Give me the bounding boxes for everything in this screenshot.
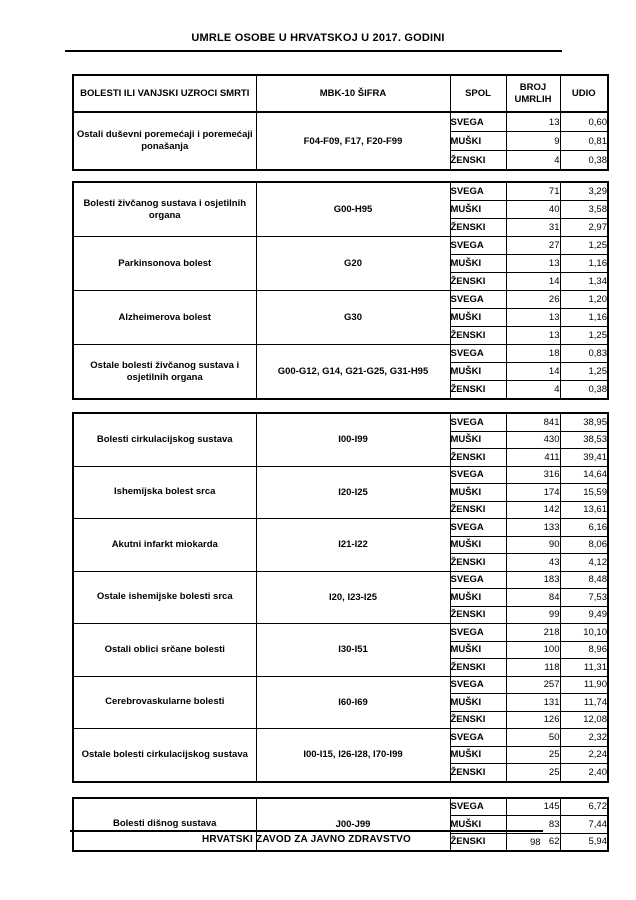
share-cell: 38,95 bbox=[560, 413, 608, 431]
table-row bbox=[73, 519, 608, 537]
share-cell: 10,10 bbox=[560, 624, 608, 642]
sex-label-cell: SVEGA bbox=[450, 676, 506, 694]
share-cell: 7,44 bbox=[560, 816, 608, 834]
share-cell: 15,59 bbox=[560, 484, 608, 502]
deaths-count-cell: 84 bbox=[506, 589, 560, 607]
share-cell: 8,96 bbox=[560, 641, 608, 659]
mkb-code-cell: I20, I23-I25 bbox=[256, 571, 450, 624]
sex-label-cell: SVEGA bbox=[450, 571, 506, 589]
disease-name-cell: Bolesti dišnog sustava bbox=[73, 798, 256, 852]
disease-name-cell: Ostali duševni poremećaji i poremećaji ponašanja bbox=[73, 112, 256, 170]
share-cell: 5,94 bbox=[560, 833, 608, 851]
share-cell: 3,29 bbox=[560, 182, 608, 201]
share-cell: 1,25 bbox=[560, 327, 608, 345]
share-cell: 13,61 bbox=[560, 501, 608, 519]
sex-label-cell: SVEGA bbox=[450, 798, 506, 816]
disease-name-cell: Cerebrovaskularne bolesti bbox=[73, 676, 256, 729]
share-cell: 1,16 bbox=[560, 309, 608, 327]
sex-label-cell: MUŠKI bbox=[450, 694, 506, 712]
mkb-code-cell: I00-I99 bbox=[256, 413, 450, 466]
deaths-count-cell: 83 bbox=[506, 816, 560, 834]
deaths-count-cell: 14 bbox=[506, 273, 560, 291]
deaths-count-cell: 841 bbox=[506, 413, 560, 431]
share-cell: 2,97 bbox=[560, 219, 608, 237]
deaths-count-cell: 118 bbox=[506, 659, 560, 677]
sex-label-cell: SVEGA bbox=[450, 413, 506, 431]
sex-label-cell: ŽENSKI bbox=[450, 273, 506, 291]
sex-label-cell: ŽENSKI bbox=[450, 327, 506, 345]
disease-table-1 bbox=[72, 74, 609, 171]
share-cell: 9,49 bbox=[560, 606, 608, 624]
sex-label-cell: ŽENSKI bbox=[450, 606, 506, 624]
sex-label-cell: MUŠKI bbox=[450, 641, 506, 659]
disease-name-cell: Ostale bolesti cirkulacijskog sustava bbox=[73, 729, 256, 782]
table-row bbox=[73, 676, 608, 694]
share-cell: 0,38 bbox=[560, 381, 608, 400]
table-row bbox=[73, 291, 608, 309]
deaths-count-cell: 13 bbox=[506, 112, 560, 132]
sex-label-cell: SVEGA bbox=[450, 729, 506, 747]
sex-label-cell: ŽENSKI bbox=[450, 554, 506, 572]
sex-label-cell: ŽENSKI bbox=[450, 219, 506, 237]
table-row bbox=[73, 345, 608, 363]
disease-table-3 bbox=[72, 412, 609, 783]
table-row bbox=[73, 466, 608, 484]
deaths-count-cell: 71 bbox=[506, 182, 560, 201]
deaths-count-cell: 257 bbox=[506, 676, 560, 694]
column-header: UDIO bbox=[560, 75, 608, 112]
deaths-count-cell: 316 bbox=[506, 466, 560, 484]
table-row bbox=[73, 237, 608, 255]
deaths-count-cell: 13 bbox=[506, 327, 560, 345]
deaths-count-cell: 13 bbox=[506, 255, 560, 273]
deaths-count-cell: 183 bbox=[506, 571, 560, 589]
share-cell: 6,72 bbox=[560, 798, 608, 816]
deaths-count-cell: 430 bbox=[506, 431, 560, 449]
share-cell: 12,08 bbox=[560, 711, 608, 729]
disease-name-cell: Bolesti cirkulacijskog sustava bbox=[73, 413, 256, 466]
sex-label-cell: ŽENSKI bbox=[450, 151, 506, 171]
deaths-count-cell: 142 bbox=[506, 501, 560, 519]
page-number: 98 bbox=[530, 837, 541, 848]
sex-label-cell: SVEGA bbox=[450, 345, 506, 363]
share-cell: 3,58 bbox=[560, 201, 608, 219]
footer-text: HRVATSKI ZAVOD ZA JAVNO ZDRAVSTVO bbox=[201, 834, 412, 845]
sex-label-cell: MUŠKI bbox=[450, 746, 506, 764]
share-cell: 2,40 bbox=[560, 764, 608, 782]
deaths-count-cell: 25 bbox=[506, 746, 560, 764]
column-header: BROJ UMRLIH bbox=[506, 75, 560, 112]
share-cell: 1,20 bbox=[560, 291, 608, 309]
share-cell: 0,60 bbox=[560, 112, 608, 132]
footer-rule bbox=[70, 830, 543, 832]
sex-label-cell: ŽENSKI bbox=[450, 659, 506, 677]
mkb-code-cell: I00-I15, I26-I28, I70-I99 bbox=[256, 729, 450, 782]
sex-label-cell: MUŠKI bbox=[450, 589, 506, 607]
sex-label-cell: ŽENSKI bbox=[450, 833, 506, 851]
sex-label-cell: ŽENSKI bbox=[450, 711, 506, 729]
share-cell: 2,24 bbox=[560, 746, 608, 764]
table-row bbox=[73, 182, 608, 201]
deaths-count-cell: 31 bbox=[506, 219, 560, 237]
disease-table-2 bbox=[72, 181, 609, 400]
share-cell: 2,32 bbox=[560, 729, 608, 747]
disease-name-cell: Akutni infarkt miokarda bbox=[73, 519, 256, 572]
sex-label-cell: ŽENSKI bbox=[450, 381, 506, 400]
deaths-count-cell: 50 bbox=[506, 729, 560, 747]
sex-label-cell: MUŠKI bbox=[450, 484, 506, 502]
share-cell: 6,16 bbox=[560, 519, 608, 537]
deaths-count-cell: 25 bbox=[506, 764, 560, 782]
column-header: BOLESTI ILI VANJSKI UZROCI SMRTI bbox=[73, 75, 256, 112]
mkb-code-cell: J00-J99 bbox=[256, 798, 450, 852]
deaths-count-cell: 26 bbox=[506, 291, 560, 309]
sex-label-cell: MUŠKI bbox=[450, 816, 506, 834]
share-cell: 4,12 bbox=[560, 554, 608, 572]
disease-name-cell: Parkinsonova bolest bbox=[73, 237, 256, 291]
mkb-code-cell: I60-I69 bbox=[256, 676, 450, 729]
sex-label-cell: MUŠKI bbox=[450, 201, 506, 219]
share-cell: 8,06 bbox=[560, 536, 608, 554]
share-cell: 8,48 bbox=[560, 571, 608, 589]
sex-label-cell: SVEGA bbox=[450, 519, 506, 537]
deaths-count-cell: 62 bbox=[506, 833, 560, 851]
deaths-count-cell: 13 bbox=[506, 309, 560, 327]
table-row bbox=[73, 413, 608, 431]
sex-label-cell: SVEGA bbox=[450, 237, 506, 255]
table-row bbox=[73, 729, 608, 747]
sex-label-cell: MUŠKI bbox=[450, 132, 506, 151]
header-row bbox=[73, 75, 608, 112]
sex-label-cell: MUŠKI bbox=[450, 431, 506, 449]
title-underline bbox=[65, 50, 562, 52]
share-cell: 11,31 bbox=[560, 659, 608, 677]
deaths-count-cell: 43 bbox=[506, 554, 560, 572]
sex-label-cell: ŽENSKI bbox=[450, 449, 506, 467]
disease-name-cell: Ostali oblici srčane bolesti bbox=[73, 624, 256, 677]
share-cell: 11,90 bbox=[560, 676, 608, 694]
sex-label-cell: SVEGA bbox=[450, 624, 506, 642]
deaths-count-cell: 145 bbox=[506, 798, 560, 816]
share-cell: 38,53 bbox=[560, 431, 608, 449]
share-cell: 1,25 bbox=[560, 363, 608, 381]
deaths-count-cell: 174 bbox=[506, 484, 560, 502]
sex-label-cell: SVEGA bbox=[450, 112, 506, 132]
column-header: MBK-10 ŠIFRA bbox=[256, 75, 450, 112]
disease-name-cell: Ostale ishemijske bolesti srca bbox=[73, 571, 256, 624]
share-cell: 1,25 bbox=[560, 237, 608, 255]
deaths-count-cell: 40 bbox=[506, 201, 560, 219]
tables-host bbox=[72, 74, 608, 852]
disease-name-cell: Bolesti živčanog sustava i osjetilnih organa bbox=[73, 182, 256, 237]
mkb-code-cell: I20-I25 bbox=[256, 466, 450, 519]
column-header: SPOL bbox=[450, 75, 506, 112]
share-cell: 0,38 bbox=[560, 151, 608, 171]
sex-label-cell: SVEGA bbox=[450, 291, 506, 309]
deaths-count-cell: 133 bbox=[506, 519, 560, 537]
deaths-count-cell: 90 bbox=[506, 536, 560, 554]
table-row bbox=[73, 112, 608, 132]
mkb-code-cell: F04-F09, F17, F20-F99 bbox=[256, 112, 450, 170]
share-cell: 1,16 bbox=[560, 255, 608, 273]
deaths-count-cell: 126 bbox=[506, 711, 560, 729]
deaths-count-cell: 4 bbox=[506, 151, 560, 171]
share-cell: 7,53 bbox=[560, 589, 608, 607]
deaths-count-cell: 4 bbox=[506, 381, 560, 400]
disease-name-cell: Ishemijska bolest srca bbox=[73, 466, 256, 519]
sex-label-cell: ŽENSKI bbox=[450, 501, 506, 519]
sex-label-cell: MUŠKI bbox=[450, 536, 506, 554]
table-row bbox=[73, 571, 608, 589]
deaths-count-cell: 9 bbox=[506, 132, 560, 151]
table-row bbox=[73, 624, 608, 642]
deaths-count-cell: 411 bbox=[506, 449, 560, 467]
sex-label-cell: ŽENSKI bbox=[450, 764, 506, 782]
share-cell: 1,34 bbox=[560, 273, 608, 291]
sex-label-cell: MUŠKI bbox=[450, 255, 506, 273]
sex-label-cell: SVEGA bbox=[450, 182, 506, 201]
share-cell: 0,83 bbox=[560, 345, 608, 363]
deaths-count-cell: 100 bbox=[506, 641, 560, 659]
page-title: UMRLE OSOBE U HRVATSKOJ U 2017. GODINI bbox=[191, 32, 445, 44]
mkb-code-cell: G00-H95 bbox=[256, 182, 450, 237]
mkb-code-cell: G20 bbox=[256, 237, 450, 291]
deaths-count-cell: 131 bbox=[506, 694, 560, 712]
deaths-count-cell: 14 bbox=[506, 363, 560, 381]
disease-name-cell: Alzheimerova bolest bbox=[73, 291, 256, 345]
sex-label-cell: MUŠKI bbox=[450, 309, 506, 327]
share-cell: 11,74 bbox=[560, 694, 608, 712]
sex-label-cell: MUŠKI bbox=[450, 363, 506, 381]
share-cell: 39,41 bbox=[560, 449, 608, 467]
table-row bbox=[73, 798, 608, 816]
sex-label-cell: SVEGA bbox=[450, 466, 506, 484]
deaths-count-cell: 27 bbox=[506, 237, 560, 255]
share-cell: 0,81 bbox=[560, 132, 608, 151]
share-cell: 14,64 bbox=[560, 466, 608, 484]
mkb-code-cell: G00-G12, G14, G21-G25, G31-H95 bbox=[256, 345, 450, 400]
disease-name-cell: Ostale bolesti živčanog sustava i osjetilnih organa bbox=[73, 345, 256, 400]
deaths-count-cell: 99 bbox=[506, 606, 560, 624]
deaths-count-cell: 218 bbox=[506, 624, 560, 642]
deaths-count-cell: 18 bbox=[506, 345, 560, 363]
mkb-code-cell: I21-I22 bbox=[256, 519, 450, 572]
mkb-code-cell: I30-I51 bbox=[256, 624, 450, 677]
mkb-code-cell: G30 bbox=[256, 291, 450, 345]
